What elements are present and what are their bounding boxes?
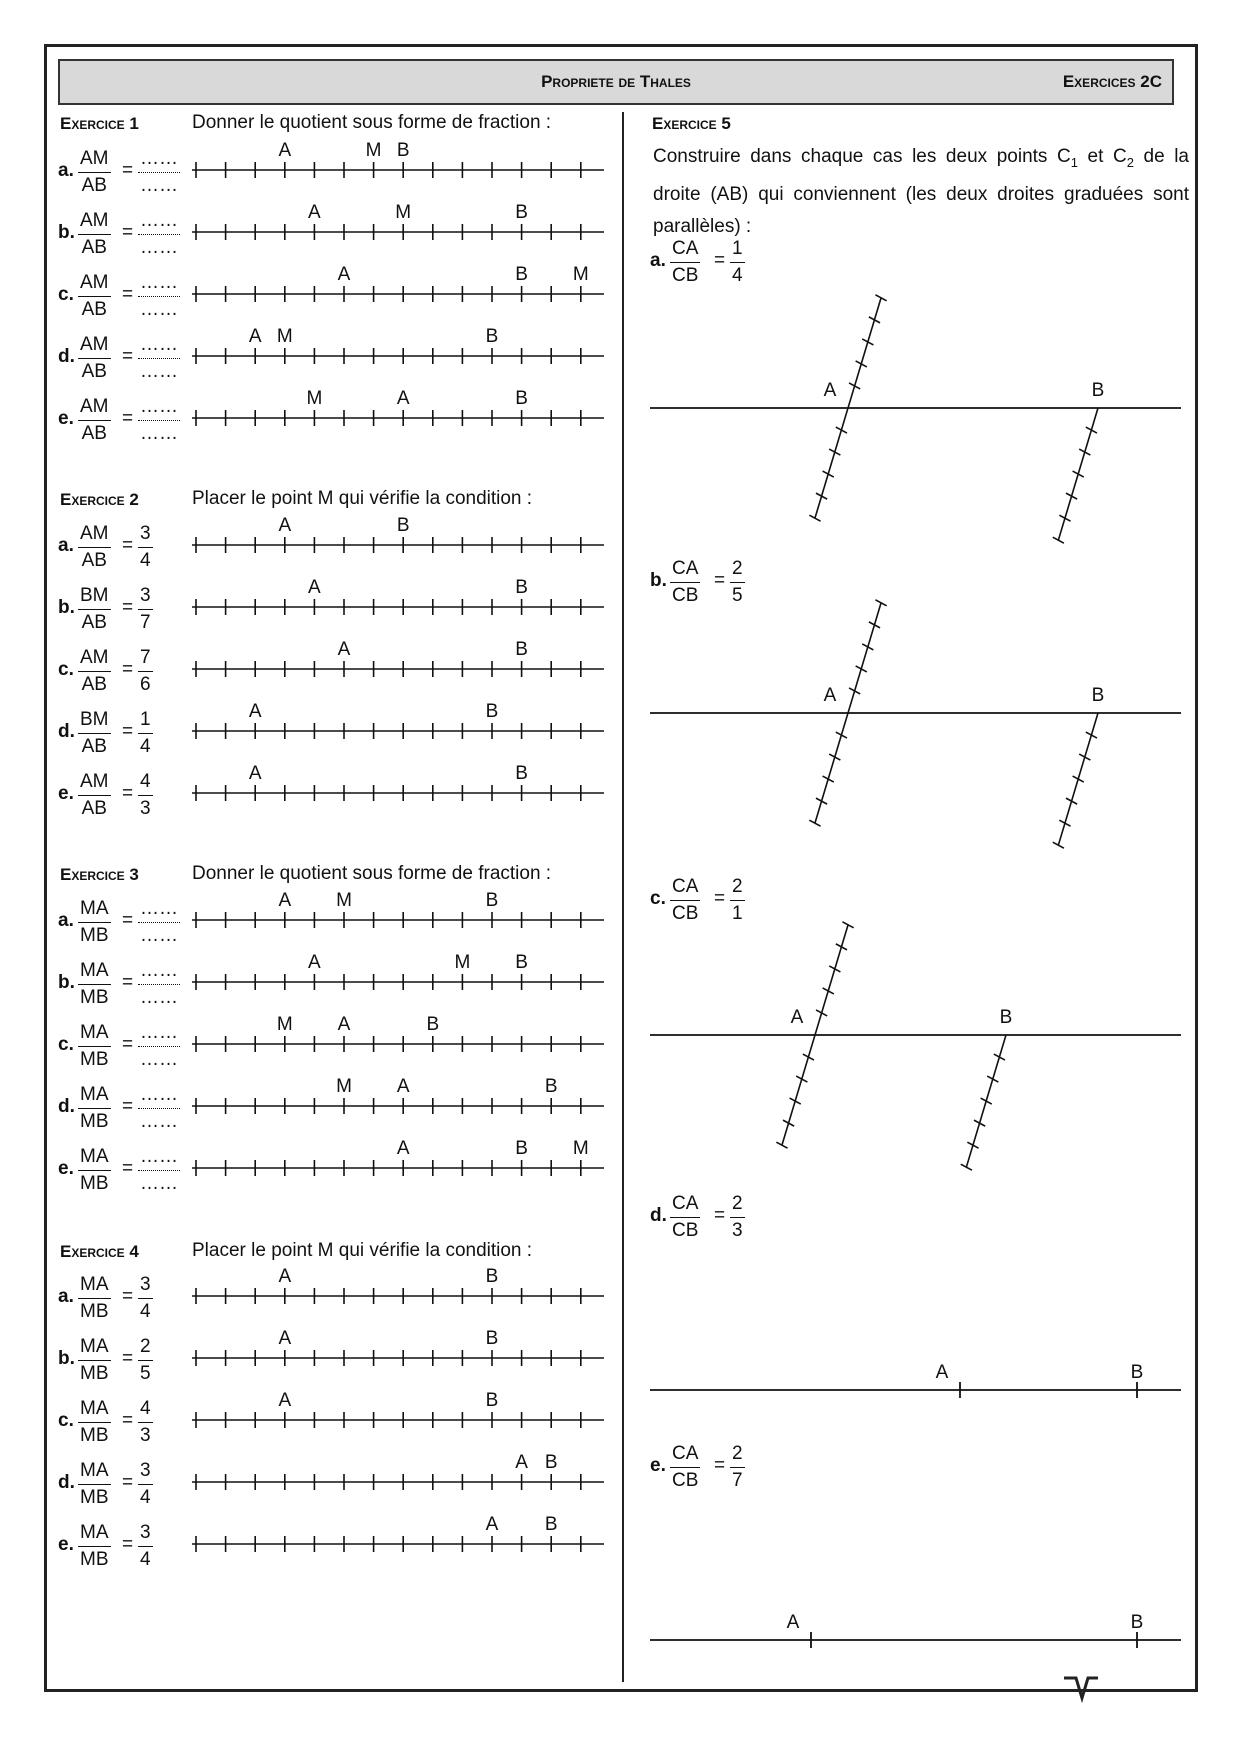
ex3-item-a-point-A: A <box>278 890 292 911</box>
ex4-item-d-answer-num: 3 <box>138 1458 153 1485</box>
ex1-item-d-answer-den: …… <box>140 361 178 382</box>
ex3-item-d-ratio-den: MB <box>80 1111 109 1132</box>
ex5-item-e-letter: e. <box>650 1455 666 1476</box>
ex2-item-c-equals: = <box>122 659 134 680</box>
ex3-item-c-point-M: M <box>276 1014 293 1035</box>
ex5-item-a-letter: a. <box>650 250 666 271</box>
ex2-item-c-ratio-den: AB <box>81 674 107 695</box>
ex1-item-a-point-M: M <box>365 140 382 161</box>
ex1-item-d-point-A: A <box>248 326 262 347</box>
ex5-item-b-ratio-num: CA <box>670 556 700 583</box>
ex4-item-b-equals: = <box>122 1348 134 1369</box>
ex3-item-e-point-M: M <box>572 1138 589 1159</box>
ex2-item-e-ratio-num: AM <box>78 769 111 796</box>
ex5-item-d-label-a: A <box>935 1362 949 1383</box>
ex1-item-d-equals: = <box>122 346 134 367</box>
ex2-item-d-point-B: B <box>485 701 499 722</box>
ex1-item-e-ratio-den: AB <box>81 423 107 444</box>
ex2-item-b-ratio-num: BM <box>78 583 111 610</box>
ex4-item-a-point-B: B <box>485 1266 499 1287</box>
ex2-item-d-answer-den: 4 <box>140 736 151 757</box>
ex2-item-d-point-A: A <box>248 701 262 722</box>
ex3-item-d-answer-den: …… <box>140 1111 178 1132</box>
ex1-item-d-answer-num: …… <box>138 332 180 359</box>
ex4-item-d-point-B: B <box>544 1452 558 1473</box>
ex3-item-b-point-B: B <box>515 952 528 973</box>
ex1-item-e-answer-den: …… <box>140 423 178 444</box>
ex3-item-c-point-B: B <box>426 1014 440 1035</box>
ex2-item-a-equals: = <box>122 535 134 556</box>
ex3-item-e-point-B: B <box>515 1138 528 1159</box>
ex4-item-c-ratio-num: MA <box>78 1396 111 1423</box>
ex2-item-a-answer-den: 4 <box>140 550 151 571</box>
ex5-item-e-equals: = <box>714 1455 726 1476</box>
ex4-item-e-answer-num: 3 <box>138 1520 153 1547</box>
ex5-item-e-ratio-den: CB <box>672 1470 699 1491</box>
ex2-title: Exercice 2 <box>60 490 139 509</box>
ex5-item-b-label-b: B <box>1091 685 1105 706</box>
ex1-item-d-letter: d. <box>58 346 75 367</box>
ex2-item-d-ratio-den: AB <box>81 736 107 757</box>
ex5-item-d-answer-den: 3 <box>732 1220 743 1241</box>
ex3-item-b-ratio-den: MB <box>80 987 109 1008</box>
ex5-item-d-ratio-num: CA <box>670 1191 700 1218</box>
ex1-item-c-point-M: M <box>572 264 589 285</box>
ex3-item-c-answer-num: …… <box>138 1020 180 1047</box>
ex5-item-c-letter: c. <box>650 888 666 909</box>
ex3-item-c-equals: = <box>122 1034 134 1055</box>
ex5-item-a-ratio-num: CA <box>670 236 700 263</box>
ex2-item-c-answer-num: 7 <box>138 645 153 672</box>
ex4-item-d-equals: = <box>122 1472 134 1493</box>
ex4-item-b-point-A: A <box>278 1328 292 1349</box>
ex5-item-e-label-b: B <box>1130 1612 1144 1633</box>
ex3-item-a-answer-num: …… <box>138 896 180 923</box>
ex3-item-b-ratio-num: MA <box>78 958 111 985</box>
ex1-item-c-ratio-num: AM <box>78 270 111 297</box>
corner-mark <box>1062 1672 1102 1702</box>
ex4-item-b-answer-num: 2 <box>138 1334 153 1361</box>
ex3-item-e-equals: = <box>122 1158 134 1179</box>
ex2-item-b-letter: b. <box>58 597 75 618</box>
ex4-item-e-answer-den: 4 <box>140 1549 151 1570</box>
ex1-item-c-letter: c. <box>58 284 74 305</box>
ex3-item-e-ratio-num: MA <box>78 1144 111 1171</box>
ex3-item-d-ratio-num: MA <box>78 1082 111 1109</box>
ex2-item-c-point-A: A <box>337 639 351 660</box>
ex3-item-b-letter: b. <box>58 972 75 993</box>
ex4-item-d-point-A: A <box>515 1452 528 1473</box>
ex1-item-e-equals: = <box>122 408 134 429</box>
ex3-item-b-point-A: A <box>308 952 321 973</box>
ex1-item-b-answer-num: …… <box>138 208 180 235</box>
ex3-item-c-letter: c. <box>58 1034 74 1055</box>
ex1-item-c-point-A: A <box>337 264 351 285</box>
ex5-text-before: Construire dans chaque cas les deux points C <box>653 146 1071 167</box>
ex1-item-b-point-M: M <box>395 202 412 223</box>
ex4-item-c-letter: c. <box>58 1410 74 1431</box>
ex4-item-a-ratio-num: MA <box>78 1272 111 1299</box>
ex4-item-b-ratio-num: MA <box>78 1334 111 1361</box>
ex5-title: Exercice 5 <box>652 114 731 133</box>
ex5-text-after: de la droite (AB) qui conviennent (les deux droites graduées sont parallèles) : <box>653 146 1190 237</box>
ex2-item-e-ratio-den: AB <box>81 798 107 819</box>
ex3-item-c-ratio-num: MA <box>78 1020 111 1047</box>
ex5-item-d-label-b: B <box>1130 1362 1144 1383</box>
ex5-item-a-ratio-den: CB <box>672 265 699 286</box>
ex3-item-e-answer-num: …… <box>138 1144 180 1171</box>
ex3-item-d-point-A: A <box>396 1076 410 1097</box>
exercise-code: Exercices 2C <box>1062 72 1162 91</box>
ex5-item-a-label-a: A <box>823 380 837 401</box>
ex3-item-a-point-B: B <box>485 890 499 911</box>
ex5-item-e-answer-num: 2 <box>730 1441 745 1468</box>
ex2-item-a-answer-num: 3 <box>138 521 153 548</box>
ex3-item-d-equals: = <box>122 1096 134 1117</box>
ex5-item-b-answer-den: 5 <box>732 585 743 606</box>
ex1-item-b-point-A: A <box>308 202 321 223</box>
ex4-instruction: Placer le point M qui vérifie la condition : <box>192 1240 533 1261</box>
ex4-item-b-ratio-den: MB <box>80 1363 109 1384</box>
ex1-item-d-ratio-den: AB <box>81 361 107 382</box>
ex5-item-b-label-a: A <box>823 685 837 706</box>
ex5-item-d-letter: d. <box>650 1205 667 1226</box>
ex2-item-a-ratio-den: AB <box>81 550 107 571</box>
ex5-item-d-equals: = <box>714 1205 726 1226</box>
ex4-item-d-ratio-den: MB <box>80 1487 109 1508</box>
ex1-item-a-answer-den: …… <box>140 175 178 196</box>
ex4-item-a-answer-den: 4 <box>140 1301 151 1322</box>
ex5-item-e-ratio-num: CA <box>670 1441 700 1468</box>
ex1-item-b-ratio-num: AM <box>78 208 111 235</box>
ex5-item-c-ratio-num: CA <box>670 874 700 901</box>
ex1-item-c-answer-den: …… <box>140 299 178 320</box>
ex3-item-e-ratio-den: MB <box>80 1173 109 1194</box>
ex2-item-e-letter: e. <box>58 783 74 804</box>
ex1-item-a-point-B: B <box>396 140 410 161</box>
ex2-item-d-letter: d. <box>58 721 75 742</box>
ex5-item-e-label-a: A <box>786 1612 800 1633</box>
ex3-item-d-point-M: M <box>336 1076 352 1097</box>
ex1-item-e-point-M: M <box>306 388 323 409</box>
ex5-item-b-letter: b. <box>650 570 667 591</box>
ex4-item-d-ratio-num: MA <box>78 1458 111 1485</box>
ex2-item-a-point-A: A <box>278 515 292 536</box>
ex2-item-a-point-B: B <box>396 515 410 536</box>
ex5-item-c-equals: = <box>714 888 726 909</box>
ex1-item-b-point-B: B <box>515 202 528 223</box>
ex2-item-e-point-A: A <box>248 763 262 784</box>
ex5-sub2: 2 <box>1126 154 1134 170</box>
ex3-item-a-equals: = <box>122 910 134 931</box>
ex4-item-e-point-A: A <box>485 1514 499 1535</box>
ex1-item-b-ratio-den: AB <box>81 237 107 258</box>
ex3-title: Exercice 3 <box>60 865 139 884</box>
ex3-item-a-ratio-num: MA <box>78 896 111 923</box>
ex2-item-e-answer-den: 3 <box>140 798 151 819</box>
ex5-item-a-label-b: B <box>1091 380 1105 401</box>
ex3-instruction: Donner le quotient sous forme de fraction : <box>192 863 552 884</box>
ex1-item-e-ratio-num: AM <box>78 394 111 421</box>
ex1-item-c-answer-num: …… <box>138 270 180 297</box>
ex2-instruction: Placer le point M qui vérifie la condition : <box>192 488 533 509</box>
ex3-item-e-letter: e. <box>58 1158 74 1179</box>
ex5-item-d-ratio-den: CB <box>672 1220 699 1241</box>
ex2-item-a-letter: a. <box>58 535 74 556</box>
ex1-item-c-point-B: B <box>515 264 528 285</box>
ex4-item-b-answer-den: 5 <box>140 1363 151 1384</box>
ex3-item-e-answer-den: …… <box>140 1173 178 1194</box>
ex1-item-b-equals: = <box>122 222 134 243</box>
ex1-item-b-letter: b. <box>58 222 75 243</box>
ex1-item-e-answer-num: …… <box>138 394 180 421</box>
ex2-item-e-answer-num: 4 <box>138 769 153 796</box>
ex1-item-c-equals: = <box>122 284 134 305</box>
ex1-item-c-ratio-den: AB <box>81 299 107 320</box>
ex5-text-mid: et C <box>1077 146 1127 167</box>
ex2-item-c-letter: c. <box>58 659 74 680</box>
ex5-item-a-answer-den: 4 <box>732 265 743 286</box>
ex3-item-e-point-A: A <box>396 1138 410 1159</box>
ex4-item-e-ratio-num: MA <box>78 1520 111 1547</box>
ex1-item-e-point-A: A <box>396 388 410 409</box>
ex5-item-b-answer-num: 2 <box>730 556 745 583</box>
ex3-item-a-ratio-den: MB <box>80 925 109 946</box>
ex3-item-d-letter: d. <box>58 1096 75 1117</box>
ex2-item-d-equals: = <box>122 721 134 742</box>
ex4-item-d-letter: d. <box>58 1472 75 1493</box>
ex4-item-e-point-B: B <box>544 1514 558 1535</box>
ex3-item-b-point-M: M <box>454 952 471 973</box>
ex2-item-b-answer-den: 7 <box>140 612 151 633</box>
ex2-item-b-equals: = <box>122 597 134 618</box>
ex1-item-b-answer-den: …… <box>140 237 178 258</box>
ex2-item-b-ratio-den: AB <box>81 612 107 633</box>
ex5-item-d-answer-num: 2 <box>730 1191 745 1218</box>
ex2-item-d-ratio-num: BM <box>78 707 111 734</box>
ex2-item-e-point-B: B <box>515 763 528 784</box>
ex5-item-a-equals: = <box>714 250 726 271</box>
ex2-item-b-point-A: A <box>308 577 321 598</box>
ex1-item-d-point-M: M <box>276 326 293 347</box>
ex4-item-e-letter: e. <box>58 1534 74 1555</box>
ex2-item-c-point-B: B <box>515 639 528 660</box>
ex5-item-e-answer-den: 7 <box>732 1470 743 1491</box>
ex2-item-b-point-B: B <box>515 577 528 598</box>
ex5-item-b-ratio-den: CB <box>672 585 699 606</box>
ex4-item-a-ratio-den: MB <box>80 1301 109 1322</box>
ex3-item-d-answer-num: …… <box>138 1082 180 1109</box>
ex1-item-e-point-B: B <box>515 388 528 409</box>
ex4-item-e-ratio-den: MB <box>80 1549 109 1570</box>
ex3-item-c-ratio-den: MB <box>80 1049 109 1070</box>
ex1-title: Exercice 1 <box>60 114 139 133</box>
ex1-item-d-ratio-num: AM <box>78 332 111 359</box>
ex1-item-e-letter: e. <box>58 408 74 429</box>
ex1-item-a-ratio-den: AB <box>81 175 107 196</box>
ex3-item-a-answer-den: …… <box>140 925 178 946</box>
ex1-item-a-letter: a. <box>58 160 74 181</box>
ex2-item-c-ratio-num: AM <box>78 645 111 672</box>
ex1-item-d-point-B: B <box>485 326 499 347</box>
ex3-item-c-answer-den: …… <box>140 1049 178 1070</box>
ex3-item-a-letter: a. <box>58 910 74 931</box>
ex3-item-d-point-B: B <box>544 1076 558 1097</box>
ex4-item-b-point-B: B <box>485 1328 499 1349</box>
ex4-item-c-answer-num: 4 <box>138 1396 153 1423</box>
ex1-item-a-ratio-num: AM <box>78 146 111 173</box>
ex3-item-a-point-M: M <box>336 890 352 911</box>
ex4-item-e-equals: = <box>122 1534 134 1555</box>
ex2-item-c-answer-den: 6 <box>140 674 151 695</box>
ex5-sub1: 1 <box>1070 154 1078 170</box>
ex5-item-b-equals: = <box>714 570 726 591</box>
ex2-item-e-equals: = <box>122 783 134 804</box>
ex5-item-c-label-a: A <box>790 1007 804 1028</box>
ex4-item-d-answer-den: 4 <box>140 1487 151 1508</box>
ex4-item-a-equals: = <box>122 1286 134 1307</box>
ex4-item-a-answer-num: 3 <box>138 1272 153 1299</box>
ex5-item-c-answer-num: 2 <box>730 874 745 901</box>
ex4-item-c-equals: = <box>122 1410 134 1431</box>
ex5-item-c-label-b: B <box>999 1007 1013 1028</box>
ex5-item-c-answer-den: 1 <box>732 903 743 924</box>
ex3-item-b-equals: = <box>122 972 134 993</box>
ex4-item-c-point-A: A <box>278 1390 292 1411</box>
ex4-item-b-letter: b. <box>58 1348 75 1369</box>
ex1-item-a-point-A: A <box>278 140 292 161</box>
ex2-item-d-answer-num: 1 <box>138 707 153 734</box>
ex3-item-b-answer-num: …… <box>138 958 180 985</box>
ex1-instruction: Donner le quotient sous forme de fraction : <box>192 112 552 133</box>
ex2-item-b-answer-num: 3 <box>138 583 153 610</box>
page-title: Propriete de Thales <box>541 72 691 91</box>
ex4-title: Exercice 4 <box>60 1242 139 1261</box>
ex1-item-a-equals: = <box>122 160 134 181</box>
ex3-item-c-point-A: A <box>337 1014 351 1035</box>
ex4-item-c-answer-den: 3 <box>140 1425 151 1446</box>
ex1-item-a-answer-num: …… <box>138 146 180 173</box>
ex2-item-a-ratio-num: AM <box>78 521 111 548</box>
ex4-item-a-point-A: A <box>278 1266 292 1287</box>
ex5-item-a-answer-num: 1 <box>730 236 745 263</box>
ex4-item-a-letter: a. <box>58 1286 74 1307</box>
ex5-item-c-ratio-den: CB <box>672 903 699 924</box>
ex4-item-c-ratio-den: MB <box>80 1425 109 1446</box>
ex4-item-c-point-B: B <box>485 1390 499 1411</box>
ex3-item-b-answer-den: …… <box>140 987 178 1008</box>
